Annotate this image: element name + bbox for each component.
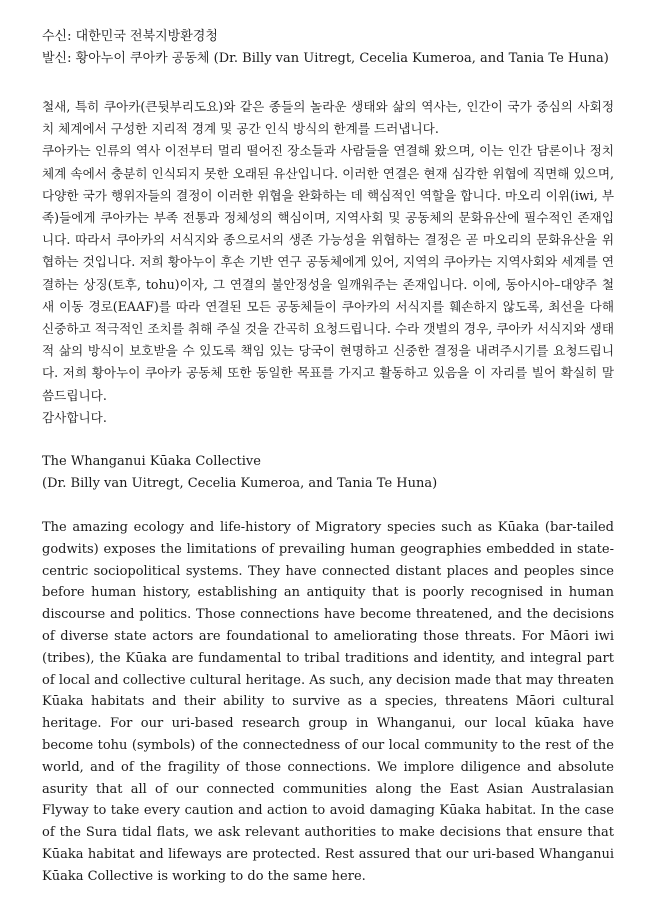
recipient-name: 대한민국 전북지방환경청: [75, 29, 218, 44]
korean-letter-body: [42, 96, 614, 429]
korean-closing: 감사합니다.: [42, 409, 107, 425]
recipient-label: 수신:: [42, 29, 72, 44]
korean-paragraph-main: 쿠아카는 인류의 역사 이전부터 멀리 떨어진 장소들과 사람들을 연결해 왔으며, 이는 인간 담론이나 정치 체계 속에서 충분히 인식되지 못한 오래된 유산입니다. 이러한 연결은 현재 심각한 위협에 직면해 있으며, 다양한 국가 행위자들의 결정이 이러한 위협을 완화하는 데 핵심적인 역할을 합니다. 마오리 이위(iwi, 부족)들에게 쿠아카는 부족 전통과 정체성의 핵심이며, 지역사회 및 공동체의 문화유산에 필수적인 존재입니다. 따라서 쿠아카의 서식지와 종으로서의 생존 가능성을 위협하는 결정은 곧 마오리의 문화유산을 위협하는 것입니다. 저희 황아누이 후손 기반 연구 공동체에게 있어, 지역의 쿠아카는 지역사회와 세계를 연결하는 상징(토후, tohu)이자, 그 연결의 불안정성을 일깨워주는 존재입니다. 이에, 동아시아–대양주 철새 이동 경로(EAAF)를 따라 연결된 모든 공동체들이 쿠아카의 서식지를 훼손하지 않도록, 최선을 다해 신중하고 적극적인 조치를 취해 주실 것을 간곡히 요청드립니다. 수라 갯벌의 경우, 쿠아카 서식지와 생태적 삶의 방식이 보호받을 수 있도록 책임 있는 당국이 현명하고 신중한 결정을 내려주시기를 요청드립니다. 저희 황아누이 쿠아카 공동체 또한 동일한 목표를 가지고 활동하고 있음을 이 자리를 빌어 확실히 말씀드립니다.: [42, 143, 614, 403]
english-paragraph: The amazing ecology and life-history of Migratory species such as Kūaka (bar-tailed godwits) exposes the limitations of prevailing human geographies embedded in state-centric sociopolitical systems. They have connected distant places and peoples since before human history, establishing an antiquity that is poorly recognised in human discourse and politics. Those connections have become threatened, and the decisions of diverse state actors are foundational to ameliorating those threats. For Māori iwi (tribes), the Kūaka are fundamental to tribal traditions and identity, and integral part of local and collective cultural heritage. As such, any decision made that may threaten Kūaka habitats and their ability to survive as a species, threatens Māori cultural heritage. For our uri-based research group in Whanganui, our local kūaka have become tohu (symbols) of the connectedness of our local community to the rest of the world, and of the fragility of those connections. We implore diligence and absolute asurity that all of our connected communities along the East Asian Australasian Flyway to take every caution and action to avoid damaging Kūaka habitat. In the case of the Sura tidal flats, we ask relevant authorities to make decisions that ensure that Kūaka habitat and lifeways are protected. Rest assured that our uri-based Whanganui Kūaka Collective is working to do the same here.: [42, 520, 614, 884]
english-letter-body: [42, 517, 614, 888]
sender-name: 황아누이 쿠아카 공동체 (Dr. Billy van Uitregt, Cecelia Kumeroa, and Tania Te Huna): [75, 51, 609, 66]
sender-line: [42, 48, 614, 70]
english-signature-block: [42, 451, 614, 495]
collective-name: The Whanganui Kūaka Collective: [42, 454, 261, 470]
recipient-line: [42, 26, 614, 48]
sender-label: 발신:: [42, 51, 72, 66]
korean-paragraph-intro: 철새, 특히 쿠아카(큰뒷부리도요)와 같은 종들의 놀라운 생태와 삶의 역사는, 인간이 국가 중심의 사회정치 체계에서 구성한 지리적 경계 및 공간 인식 방식의 한계를 드러냅니다.: [42, 99, 614, 137]
letter-header: [42, 26, 614, 70]
collective-members: (Dr. Billy van Uitregt, Cecelia Kumeroa, and Tania Te Huna): [42, 476, 438, 492]
